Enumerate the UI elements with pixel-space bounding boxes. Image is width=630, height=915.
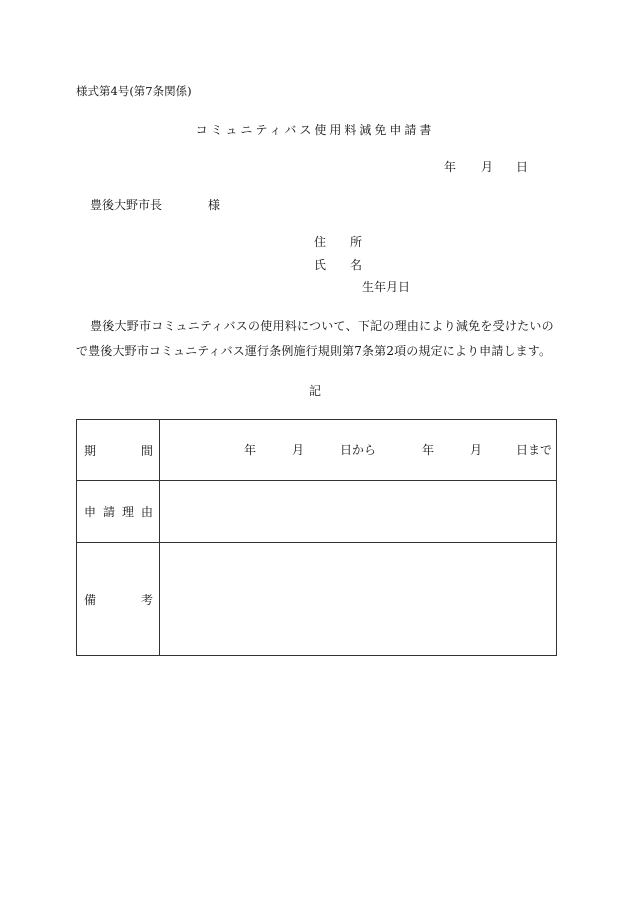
applicant-name-label [314,259,362,271]
remarks-label-char-2: 考 [140,592,153,607]
notes-heading: 記 [308,384,321,398]
addressee-honorific: 様 [208,198,221,212]
remarks-label-char-1: 備 [84,592,97,607]
reason-label-char-3: 理 [121,505,134,519]
address-char-1: 住 [314,235,327,249]
name-char-1: 氏 [314,258,327,272]
period-value-cell[interactable] [160,420,557,481]
applicant-birthdate-label: 生年月日 [362,280,411,294]
name-char-2: 名 [349,258,362,272]
period-from-year: 年 [244,443,257,457]
date-month-label: 月 [481,160,494,174]
body-text-line-1: 豊後大野市コミュニティバスの使用料について、下記の理由により減免を受けたいの [90,319,554,333]
applicant-address-label [314,236,362,248]
period-from-month: 月 [292,443,305,457]
period-to-year: 年 [422,443,435,457]
period-label-cell [77,420,160,481]
period-label [77,442,159,459]
period-to-month: 月 [470,443,483,457]
reason-row [77,481,557,543]
remarks-value-cell[interactable] [160,543,557,656]
detail-table [76,419,557,656]
reason-label-char-2: 請 [102,505,115,519]
period-label-char-2: 間 [140,443,153,458]
body-text-line-2: で豊後大野市コミュニティバス運行条例施行規則第7条第2項の規定により申請します。 [76,344,552,358]
document-title: コミュニティバス使用料減免申請書 [195,123,435,137]
reason-label [77,503,159,520]
date-year-label: 年 [444,160,457,174]
remarks-label [77,591,159,608]
addressee-name: 豊後大野市長 [90,198,163,212]
reason-label-char-1: 申 [84,505,97,519]
address-char-2: 所 [349,235,362,249]
reason-value-cell[interactable] [160,481,557,543]
period-row [77,420,557,481]
date-day-label: 日 [516,160,529,174]
reason-label-char-4: 由 [140,505,153,519]
period-from-day: 日から [340,443,377,457]
remarks-row [77,543,557,656]
period-to-day: 日まで [516,443,553,457]
remarks-label-cell [77,543,160,656]
reason-label-cell [77,481,160,543]
period-label-char-1: 期 [84,443,97,458]
form-number: 様式第4号(第7条関係) [76,84,192,98]
